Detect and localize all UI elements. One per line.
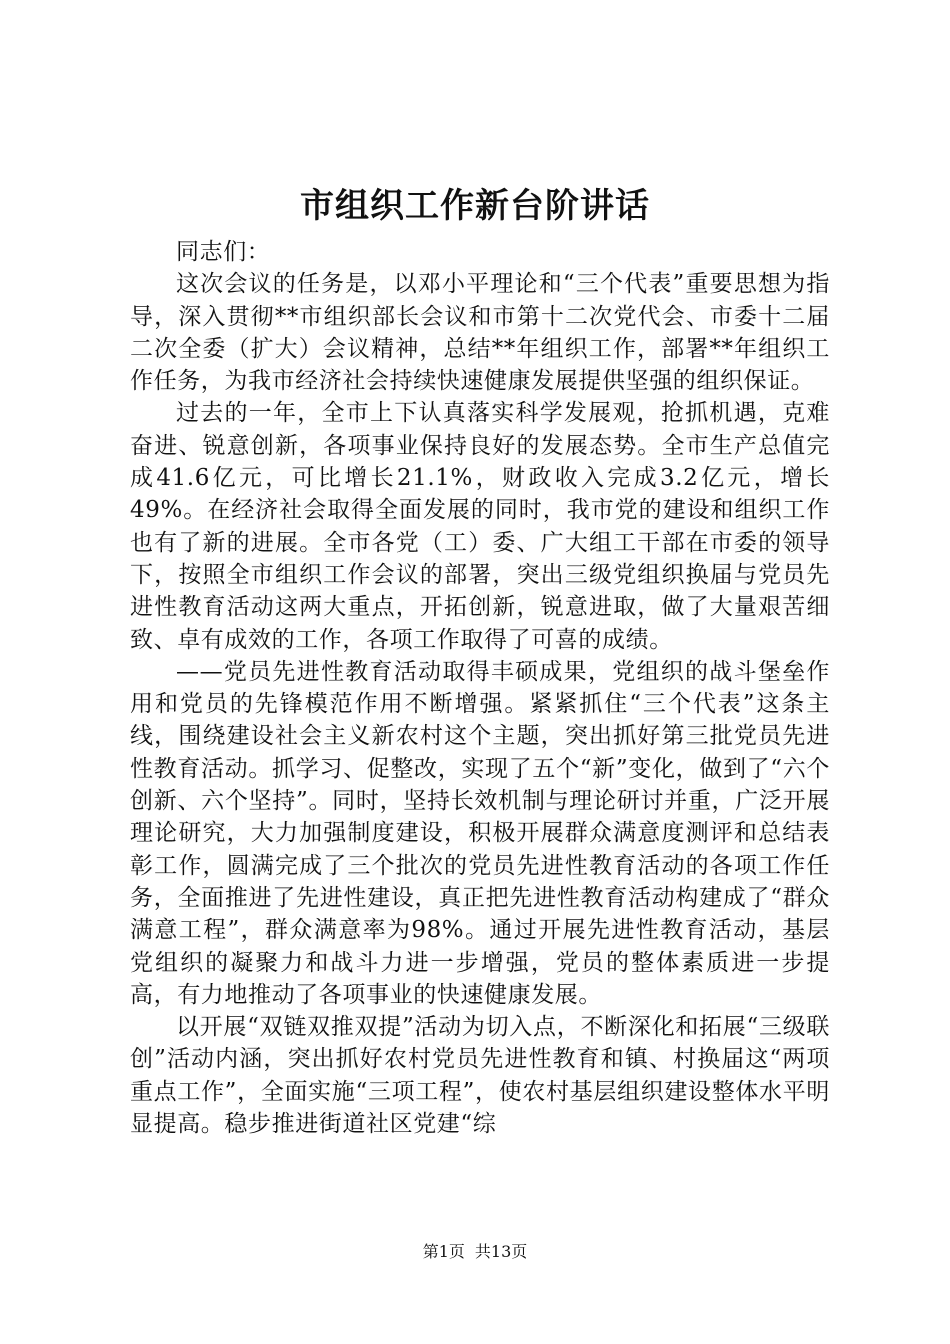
paragraph: 这次会议的任务是，以邓小平理论和“三个代表”重要思想为指导，深入贯彻**市组织部长会议和市第十二次党代会、市委十二届二次全委（扩大）会议精神，总结**年组织工作，部署**年组织工作任务，为我市经济社会持续快速健康发展提供坚强的组织保证。 (130, 271, 830, 395)
salutation: 同志们： (176, 239, 271, 265)
paragraph: 以开展“双链双推双提”活动为切入点，不断深化和拓展“三级联创”活动内涵，突出抓好农村党员先进性教育和镇、村换届这“两项重点工作”，全面实施“三项工程”，使农村基层组织建设整体水平明显提高。稳步推进街道社区党建“综 (130, 1014, 830, 1138)
document-body (130, 236, 830, 1140)
document-title: 市组织工作新台阶讲话 (300, 186, 650, 226)
paragraph: ——党员先进性教育活动取得丰硕成果，党组织的战斗堡垒作用和党员的先锋模范作用不断增强。紧紧抓住“三个代表”这条主线，围绕建设社会主义新农村这个主题，突出抓好第三批党员先进性教育活动。抓学习、促整改，实现了五个“新”变化，做到了“六个创新、六个坚持”。同时，坚持长效机制与理论研讨并重，广泛开展理论研究，大力加强制度建设，积极开展群众满意度测评和总结表彰工作，圆满完成了三个批次的党员先进性教育活动的各项工作任务，全面推进了先进性建设，真正把先进性教育活动构建成了“群众满意工程”，群众满意率为98%。通过开展先进性教育活动，基层党组织的凝聚力和战斗力进一步增强，党员的整体素质进一步提高，有力地推动了各项事业的快速健康发展。 (130, 658, 830, 1008)
paragraph: 过去的一年，全市上下认真落实科学发展观，抢抓机遇，克难奋进、锐意创新，各项事业保持良好的发展态势。全市生产总值完成41.6亿元，可比增长21.1%，财政收入完成3.2亿元，增长49%。在经济社会取得全面发展的同时，我市党的建设和组织工作也有了新的进展。全市各党（工）委、广大组工干部在市委的领导下，按照全市组织工作会议的部署，突出三级党组织换届与党员先进性教育活动这两大重点，开拓创新，锐意进取，做了大量艰苦细致、卓有成效的工作，各项工作取得了可喜的成绩。 (130, 400, 830, 653)
page-number: 第1页 (422, 1242, 465, 1261)
page-total: 共13页 (474, 1242, 528, 1261)
page-footer (0, 1241, 950, 1263)
